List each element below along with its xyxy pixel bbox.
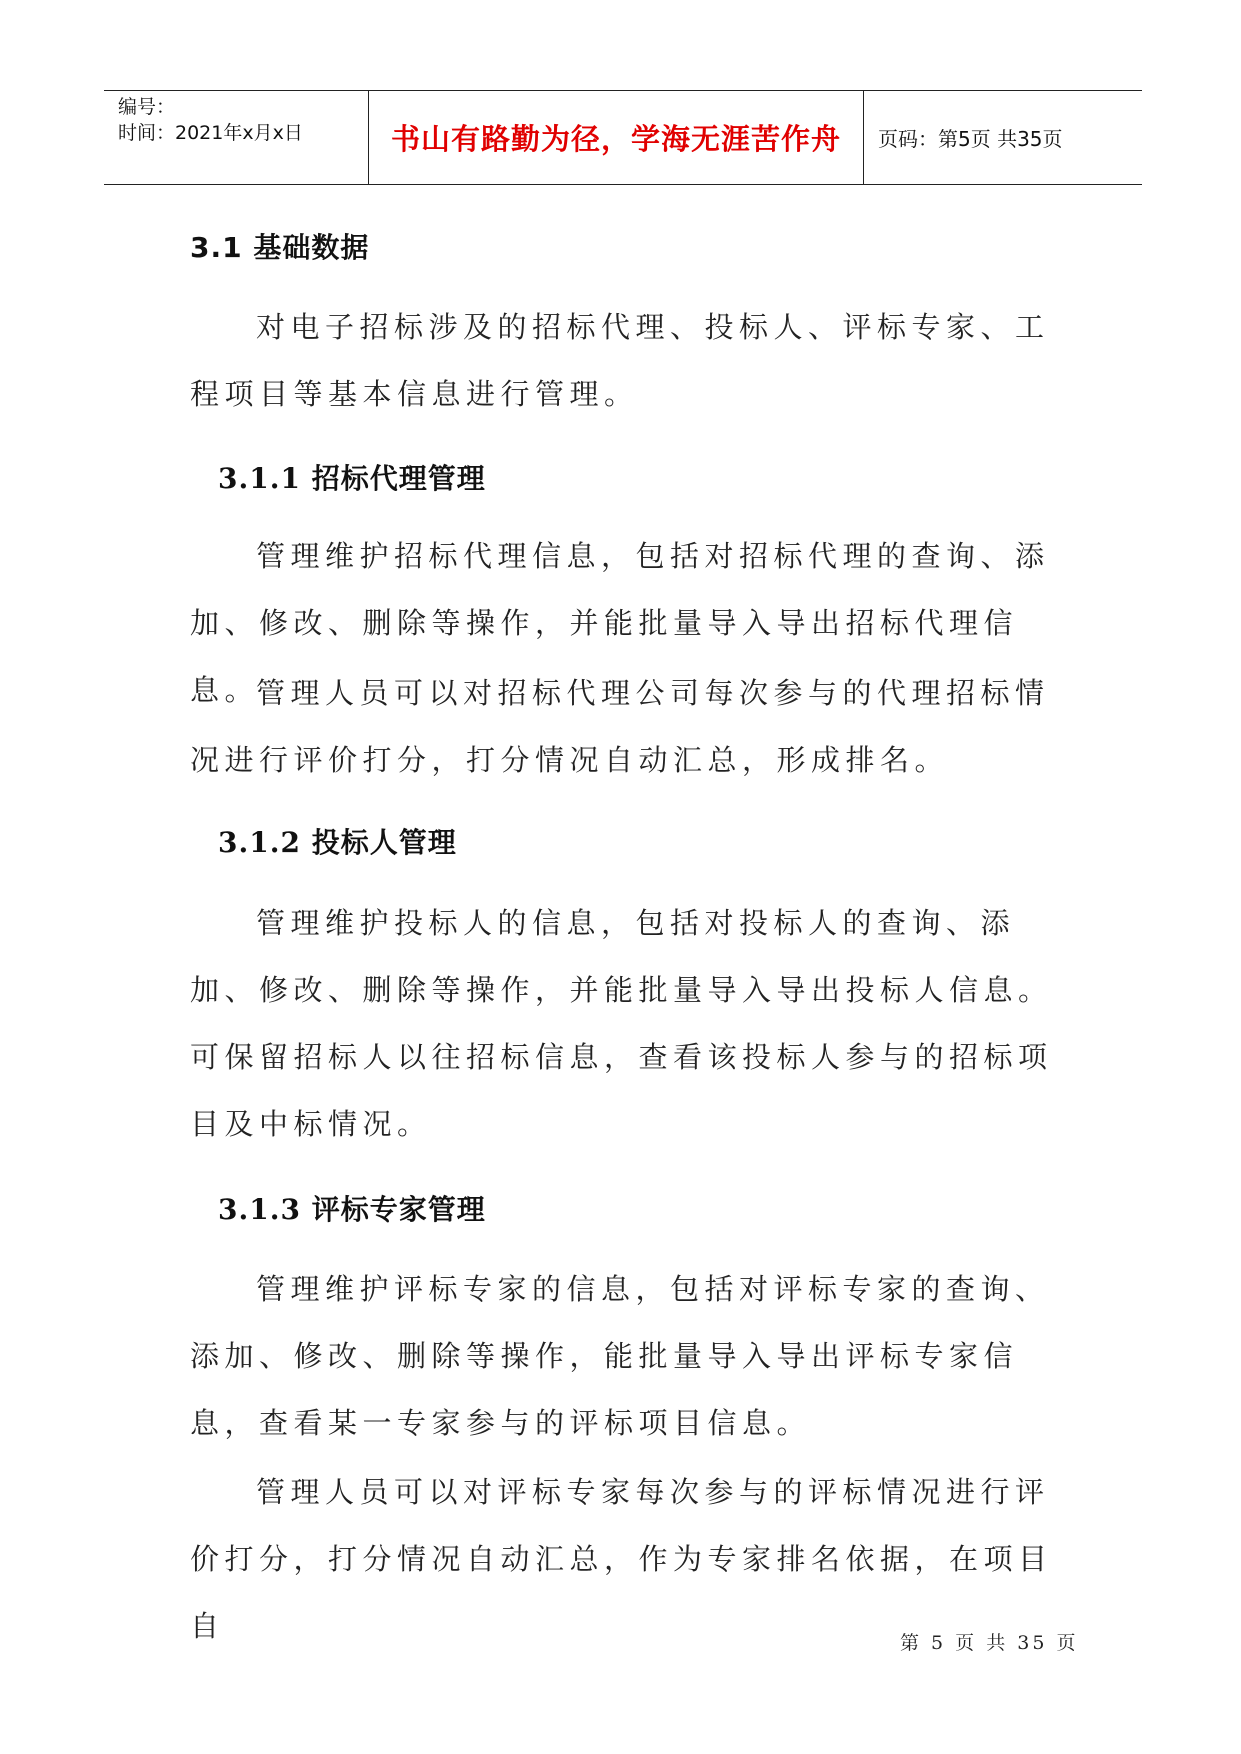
section-3-1-3-title: 3.1.3 评标专家管理 (218, 1193, 486, 1226)
motto-text: 书山有路勤为径，学海无涯苦作舟 (390, 122, 841, 156)
header-motto (369, 91, 864, 184)
header-meta (104, 91, 369, 184)
section-3-1-2-paragraph: 管理维护投标人的信息，包括对投标人的查询、添加、修改、删除等操作，并能批量导入导出投标人信息。可保留招标人以往招标信息，查看该投标人参与的招标项目及中标情况。 (190, 906, 1053, 1141)
section-3-1-paragraph: 对电子招标涉及的招标代理、投标人、评标专家、工程项目等基本信息进行管理。 (190, 310, 1050, 411)
number-label: 编号： (118, 96, 176, 118)
section-3-1-title: 3.1 基础数据 (190, 231, 370, 264)
section-3-1-1-title: 3.1.1 招标代理管理 (218, 462, 486, 495)
time-label: 时间：2021年x月x日 (118, 122, 303, 144)
header-page-info: 页码：第5页 共35页 (878, 127, 1063, 151)
page-footer: 第 5 页 共 35 页 (900, 1632, 1079, 1654)
section-3-1-1-paragraph-2: 管理人员可以对招标代理公司每次参与的代理招标情况进行评价打分，打分情况自动汇总，形成排名。 (190, 676, 1050, 777)
section-3-1-3-paragraph-1: 管理维护评标专家的信息，包括对评标专家的查询、添加、修改、删除等操作，能批量导入导出评标专家信息，查看某一专家参与的评标项目信息。 (190, 1272, 1050, 1440)
section-3-1-1-paragraph-1: 管理维护招标代理信息，包括对招标代理的查询、添加、修改、删除等操作，并能批量导入导出招标代理信息。 (190, 539, 1050, 707)
section-3-1-3-paragraph-2: 管理人员可以对评标专家每次参与的评标情况进行评价打分，打分情况自动汇总，作为专家排名依据，在项目自 (190, 1475, 1053, 1643)
page-header (104, 90, 1142, 185)
section-3-1-2-title: 3.1.2 投标人管理 (218, 826, 457, 859)
